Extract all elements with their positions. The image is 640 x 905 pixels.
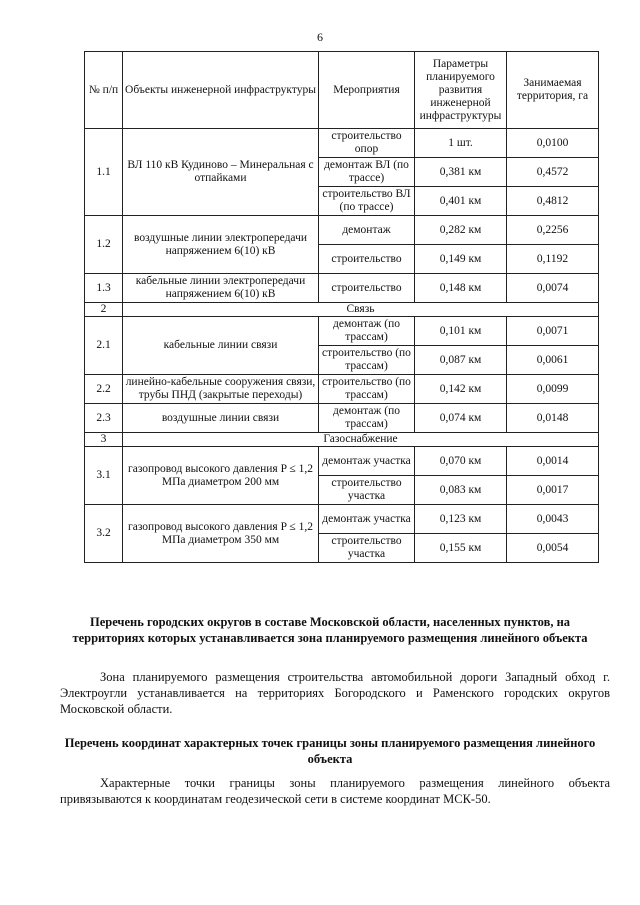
item-num: 2.3 (85, 404, 123, 433)
item-param: 0,401 км (415, 187, 507, 216)
item-num: 2.1 (85, 317, 123, 375)
table-header-row (85, 52, 599, 129)
item-param: 0,142 км (415, 375, 507, 404)
item-area: 0,1192 (507, 245, 599, 274)
item-num: 1.2 (85, 216, 123, 274)
header-measures: Мероприятия (319, 52, 415, 129)
item-area: 0,0043 (507, 505, 599, 534)
item-param: 1 шт. (415, 129, 507, 158)
table-row (85, 404, 599, 433)
item-measure: строительство (319, 274, 415, 303)
item-area: 0,0071 (507, 317, 599, 346)
item-measure: демонтаж (по трассам) (319, 317, 415, 346)
item-object: ВЛ 110 кВ Кудиново – Минеральная с отпайками (123, 129, 319, 216)
table-body (85, 129, 599, 563)
item-area: 0,2256 (507, 216, 599, 245)
item-param: 0,074 км (415, 404, 507, 433)
item-measure: демонтаж (319, 216, 415, 245)
item-num: 2.2 (85, 375, 123, 404)
table-row (85, 274, 599, 303)
item-param: 0,070 км (415, 447, 507, 476)
table-section-row (85, 433, 599, 447)
item-measure: демонтаж ВЛ (по трассе) (319, 158, 415, 187)
item-num: 1.1 (85, 129, 123, 216)
item-param: 0,149 км (415, 245, 507, 274)
item-measure: строительство (319, 245, 415, 274)
item-param: 0,083 км (415, 476, 507, 505)
item-measure: строительство ВЛ (по трассе) (319, 187, 415, 216)
section1-text-content: Зона планируемого размещения строительства автомобильной дороги Западный обход г. Электроугли устанавливается на территориях Богородского и Раменского городских округов Московской области. (60, 670, 610, 716)
section1-text (60, 669, 610, 717)
item-num: 3.2 (85, 505, 123, 563)
item-num: 3.1 (85, 447, 123, 505)
item-measure: демонтаж участка (319, 505, 415, 534)
item-num: 1.3 (85, 274, 123, 303)
item-measure: строительство опор (319, 129, 415, 158)
item-object: воздушные линии связи (123, 404, 319, 433)
section-num: 3 (85, 433, 123, 447)
item-area: 0,4572 (507, 158, 599, 187)
item-object: газопровод высокого давления P ≤ 1,2 МПа диаметром 350 мм (123, 505, 319, 563)
item-area: 0,0054 (507, 534, 599, 563)
item-area: 0,0061 (507, 346, 599, 375)
item-measure: демонтаж (по трассам) (319, 404, 415, 433)
section2-heading: Перечень координат характерных точек границы зоны планируемого размещения линейного объекта (64, 736, 596, 766)
item-area: 0,0017 (507, 476, 599, 505)
item-area: 0,0100 (507, 129, 599, 158)
item-area: 0,0148 (507, 404, 599, 433)
item-area: 0,0014 (507, 447, 599, 476)
section-title: Газоснабжение (123, 433, 599, 447)
item-object: кабельные линии связи (123, 317, 319, 375)
header-num: № п/п (85, 52, 123, 129)
item-param: 0,087 км (415, 346, 507, 375)
table-row (85, 129, 599, 158)
item-object: газопровод высокого давления P ≤ 1,2 МПа диаметром 200 мм (123, 447, 319, 505)
table-row (85, 216, 599, 245)
header-params: Параметры планируемого развития инженерной инфраструктуры (415, 52, 507, 129)
table-section-row (85, 303, 599, 317)
page-number: 6 (317, 30, 323, 44)
item-measure: строительство (по трассам) (319, 346, 415, 375)
table-row (85, 505, 599, 534)
item-measure: строительство участка (319, 534, 415, 563)
item-param: 0,148 км (415, 274, 507, 303)
section-num: 2 (85, 303, 123, 317)
item-area: 0,0074 (507, 274, 599, 303)
table-row (85, 317, 599, 346)
item-measure: демонтаж участка (319, 447, 415, 476)
item-param: 0,123 км (415, 505, 507, 534)
item-param: 0,282 км (415, 216, 507, 245)
item-object: линейно-кабельные сооружения связи, трубы ПНД (закрытые переходы) (123, 375, 319, 404)
item-measure: строительство (по трассам) (319, 375, 415, 404)
header-area: Занимаемая территория, га (507, 52, 599, 129)
section2-text-content: Характерные точки границы зоны планируемого размещения линейного объекта привязываются к координатам геодезической сети в системе координат МСК-50. (60, 776, 610, 806)
item-object: кабельные линии электропередачи напряжением 6(10) кВ (123, 274, 319, 303)
item-measure: строительство участка (319, 476, 415, 505)
item-param: 0,381 км (415, 158, 507, 187)
item-area: 0,4812 (507, 187, 599, 216)
header-objects: Объекты инженерной инфраструктуры (123, 52, 319, 129)
item-object: воздушные линии электропередачи напряжением 6(10) кВ (123, 216, 319, 274)
item-param: 0,155 км (415, 534, 507, 563)
section1-heading: Перечень городских округов в составе Московской области, населенных пунктов, на территориях которых устанавливается зона планируемого размещения линейного объекта (72, 615, 588, 645)
section2-text (60, 775, 610, 807)
infrastructure-table (84, 51, 599, 563)
item-param: 0,101 км (415, 317, 507, 346)
table-row (85, 447, 599, 476)
section-title: Связь (123, 303, 599, 317)
item-area: 0,0099 (507, 375, 599, 404)
table-row (85, 375, 599, 404)
